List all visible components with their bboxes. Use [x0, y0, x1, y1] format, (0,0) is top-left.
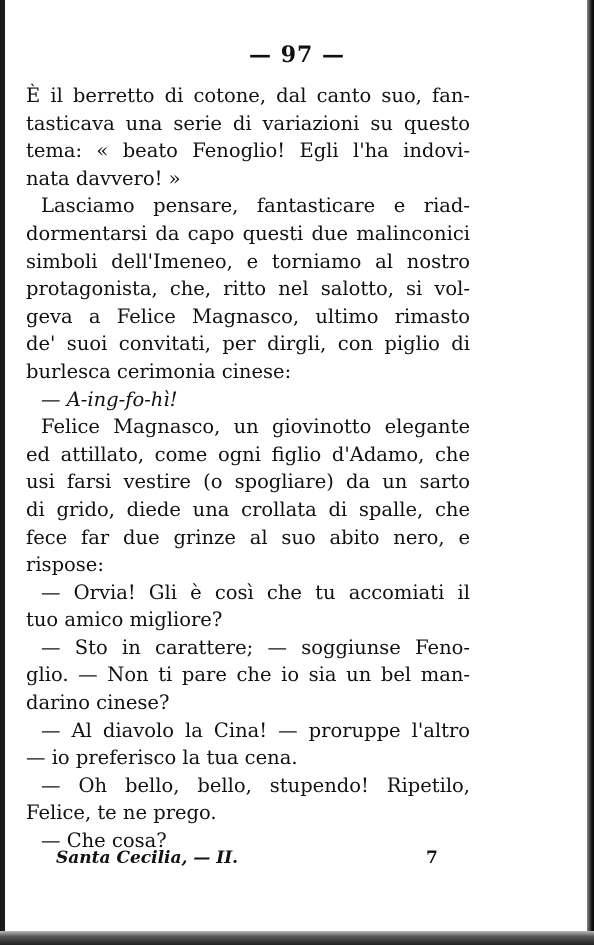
body-text — [26, 82, 470, 855]
text-line: — Oh bello, bello, stupendo! Ripetilo, — [41, 773, 470, 797]
text-line: — A-ing-fo-hì! — [41, 387, 178, 411]
page-footer — [56, 848, 436, 868]
text-line: tema: « beato Fenoglio! Egli l'ha indovi- — [26, 139, 470, 163]
text-line: Lasciamo pensare, fantasticare e riad- — [41, 194, 470, 218]
text-line: di grido, diede una crollata di spalle, che — [26, 497, 470, 521]
text-line: geva a Felice Magnasco, ultimo rimasto — [26, 304, 470, 328]
text-line: simboli dell'Imeneo, e torniamo al nostro — [26, 249, 470, 273]
text-line: È il berretto di cotone, dal canto suo, fan- — [26, 84, 470, 107]
text-line: — Sto in carattere; — soggiunse Feno- — [41, 635, 470, 659]
text-line: Felice, te ne prego. — [26, 801, 217, 825]
text-line: burlesca cerimonia cinese: — [26, 359, 292, 383]
text-line: fece far due grinze al suo abito nero, e — [26, 525, 470, 549]
page-bottom-edge — [0, 931, 594, 945]
text-line: usi farsi vestire (o spogliare) da un sarto — [26, 470, 470, 494]
page-left-edge — [0, 0, 5, 945]
text-line: tasticava una serie di variazioni su questo — [26, 111, 470, 135]
text-line: darino cinese? — [26, 691, 170, 715]
text-line: — io preferisco la tua cena. — [26, 746, 298, 770]
text-line: — Che cosa? — [41, 829, 167, 853]
footer-signature: Santa Cecilia, — II. — [56, 848, 239, 868]
page-right-edge — [587, 0, 594, 945]
page-number: — 97 — — [249, 42, 345, 68]
text-line: Felice Magnasco, un giovinotto elegante — [41, 415, 470, 439]
text-line: — Orvia! Gli è così che tu accomiati il — [41, 580, 470, 604]
footer-gathering-mark: 7 — [426, 848, 438, 868]
text-line: protagonista, che, ritto nel salotto, si vol- — [26, 277, 470, 301]
text-line: dormentarsi da capo questi due malinconici — [26, 221, 470, 245]
text-line: rispose: — [26, 553, 104, 577]
text-line: ed attillato, come ogni figlio d'Adamo, che — [26, 442, 470, 466]
text-line: de' suoi convitati, per dirgli, con piglio di — [26, 332, 470, 356]
text-line: nata davvero! » — [26, 166, 181, 190]
text-line: tuo amico migliore? — [26, 608, 223, 632]
text-line: glio. — Non ti pare che io sia un bel man- — [26, 663, 470, 687]
text-line: — Al diavolo la Cina! — proruppe l'altro — [41, 718, 470, 742]
